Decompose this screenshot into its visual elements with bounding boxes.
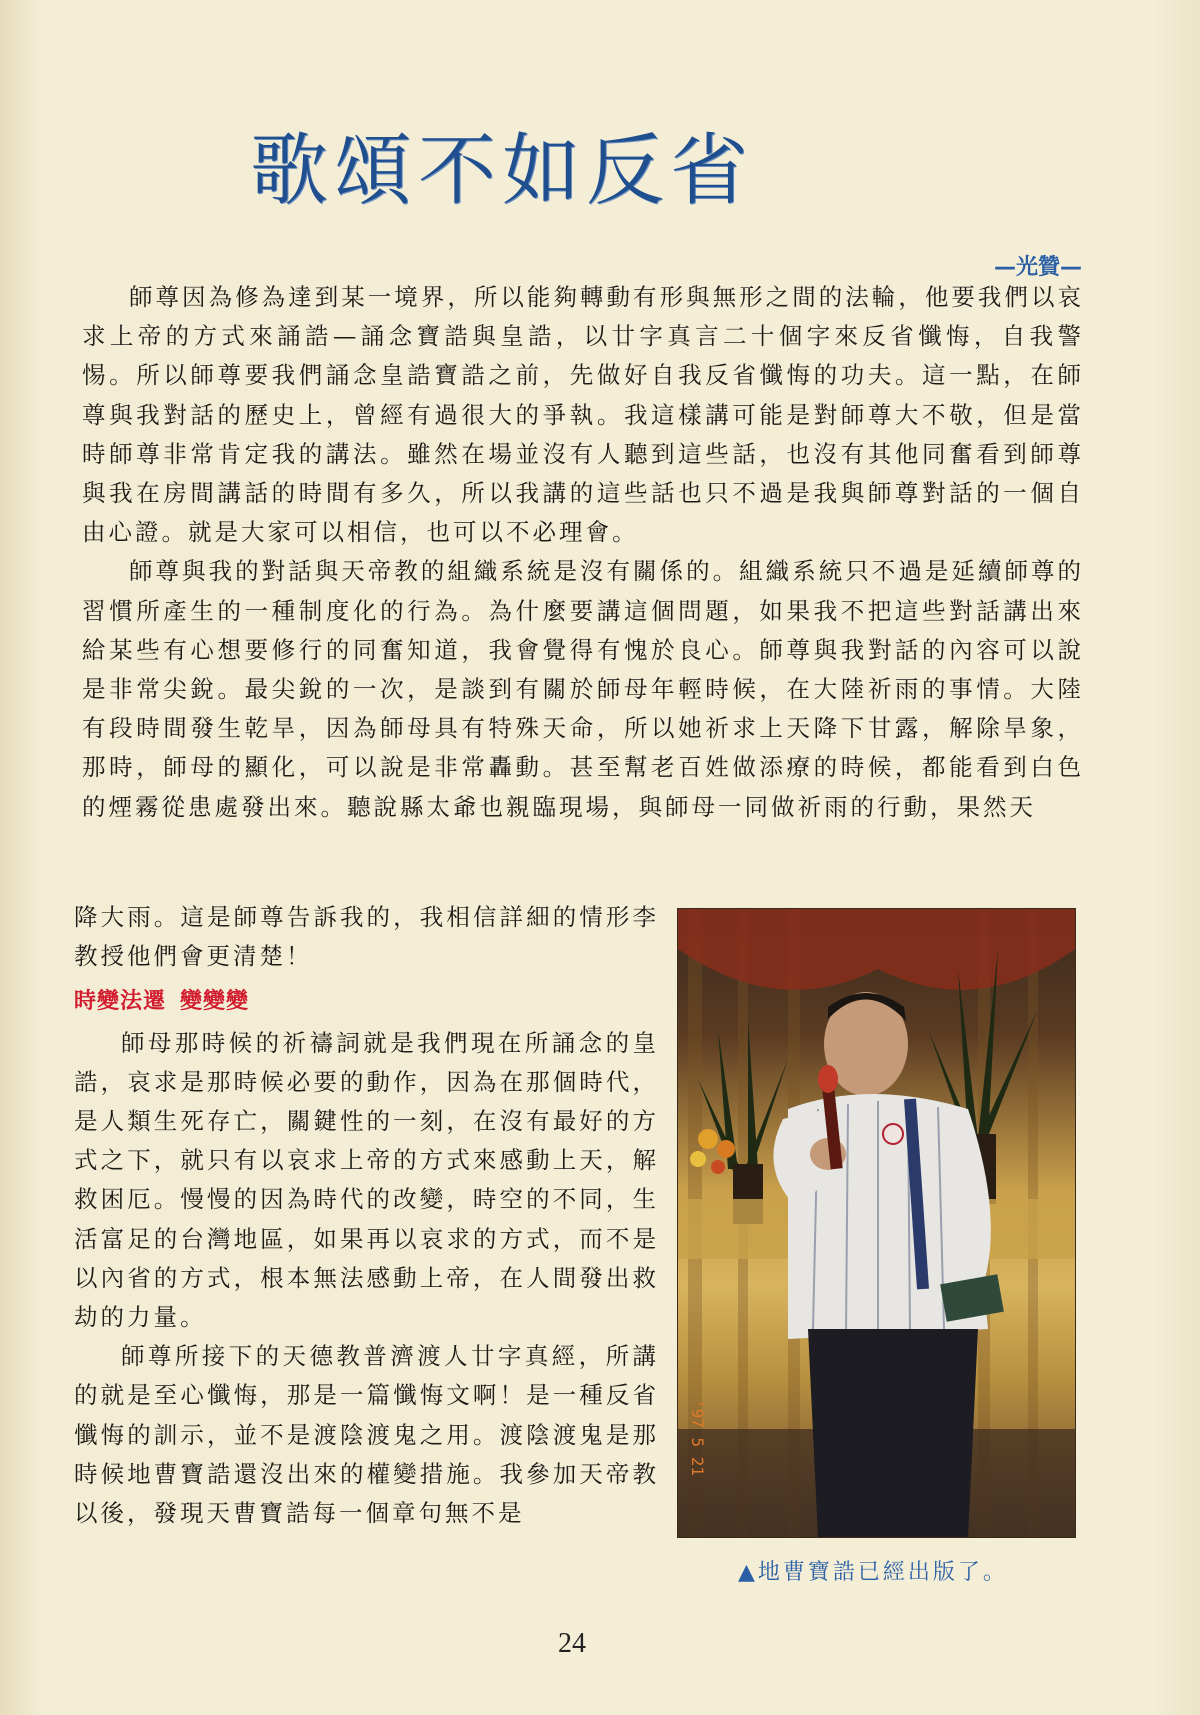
- photo-caption: ▲地曹寶誥已經出版了。: [738, 1560, 1008, 1585]
- curtain-valance: [678, 909, 1075, 990]
- article-body-top: [82, 278, 1084, 827]
- paragraph: 師尊與我的對話與天帝教的組織系統是沒有關係的。組織系統只不過是延續師尊的習慣所產生的一種制度化的行為。為什麼要講這個問題，如果我不把這些對話講出來給某些有心想要修行的同奮知道，我會覺得有愧於良心。師尊與我對話的內容可以說是非常尖銳。最尖銳的一次，是談到有關於師母年輕時候，在大陸祈雨的事情。大陸有段時間發生乾旱，因為師母具有特殊天命，所以她祈求上天降下甘露，解除旱象，那時，師母的顯化，可以說是非常轟動。甚至幫老百姓做添療的時候，都能看到白色的煙霧從患處發出來。聽說縣太爺也親臨現場，與師母一同做祈雨的行動，果然天: [82, 557, 1084, 821]
- date-stamp: '97 5 21: [688, 1399, 707, 1477]
- paragraph: 師母那時候的祈禱詞就是我們現在所誦念的皇誥，哀求是那時候必要的動作，因為在那個時代，是人類生死存亡，關鍵性的一刻，在沒有最好的方式之下，就只有以哀求上帝的方式來感動上天，解救困厄。慢慢的因為時代的改變，時空的不同，生活富足的台灣地區，如果再以哀求的方式，而不是以內省的方式，根本無法感動上帝，在人間發出救劫的力量。: [74, 1028, 659, 1332]
- speaker-photo: [677, 908, 1076, 1538]
- author-byline: —光贊—: [993, 255, 1082, 280]
- page-number: 24: [558, 1628, 586, 1659]
- photo-illustration: [678, 909, 1075, 1537]
- paragraph: 師尊所接下的天德教普濟渡人廿字真經，所講的就是至心懺悔，那是一篇懺悔文啊！是一種反省懺悔的訓示，並不是渡陰渡鬼之用。渡陰渡鬼是那時候地曹寶誥還沒出來的權變措施。我參加天帝教以後，發現天曹寶誥每一個章句無不是: [74, 1342, 659, 1528]
- article-body-column: [74, 898, 659, 1533]
- subheading-part: 變變變: [180, 989, 250, 1015]
- paragraph-continuation: 降大雨。這是師尊告訴我的，我相信詳細的情形李教授他們會更清楚！: [74, 903, 659, 971]
- article-title: 歌頌不如反省: [250, 126, 755, 216]
- paragraph: 師尊因為修為達到某一境界，所以能夠轉動有形與無形之間的法輪，他要我們以哀求上帝的方式來誦誥—誦念寶誥與皇誥，以廿字真言二十個字來反省懺悔，自我警惕。所以師尊要我們誦念皇誥寶誥之前，先做好自我反省懺悔的功夫。這一點，在師尊與我對話的歷史上，曾經有過很大的爭執。我這樣講可能是對師尊大不敬，但是當時師尊非常肯定我的講法。雖然在場並沒有人聽到這些話，也沒有其他同奮看到師尊與我在房間講話的時間有多久，所以我講的這些話也只不過是我與師尊對話的一個自由心證。就是大家可以相信，也可以不必理會。: [82, 283, 1084, 547]
- subheading-part: 時變法遷: [74, 989, 167, 1015]
- section-subheading: [74, 982, 659, 1021]
